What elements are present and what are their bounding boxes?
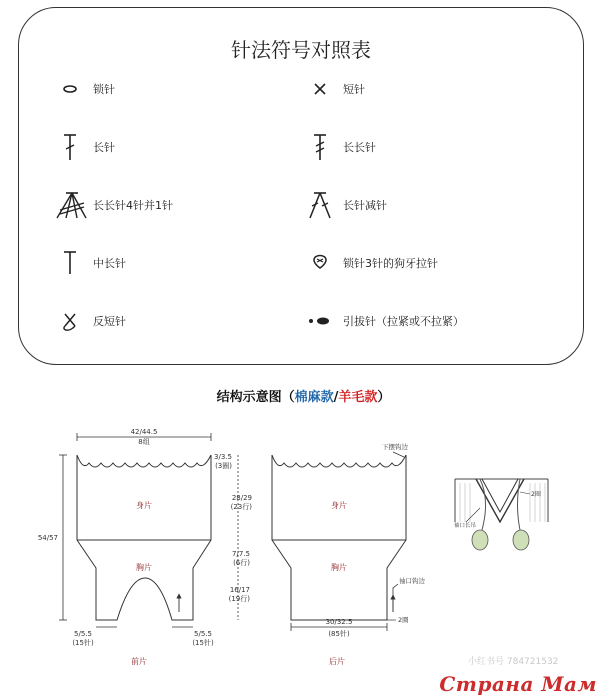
legend-label: 长针 (93, 141, 115, 154)
legend-label: 长长针 (343, 141, 376, 154)
front-top-width: 42/44.5 (130, 428, 158, 436)
legend-label: 长针减针 (343, 199, 387, 212)
back-rounds-label: 2圈 (398, 616, 409, 624)
measure-value: 16/17 (229, 586, 250, 594)
wool-variant: 羊毛款 (338, 390, 378, 405)
legend-label: 锁针 (93, 83, 115, 96)
back-neck-edge-label: 袖口钩边 (399, 577, 425, 585)
front-outline (77, 455, 211, 620)
back-body-label: 身片 (331, 501, 347, 510)
front-bottom-left-stitches: (15针) (72, 639, 94, 647)
front-scallop-edge (77, 455, 211, 467)
back-piece (272, 442, 426, 666)
watermark-small: 小红书号 784721532 (468, 657, 559, 667)
front-height-total: 54/57 (37, 534, 58, 542)
legend-label: 长长针4针并1针 (93, 199, 173, 212)
back-piece-name: 后片 (329, 657, 345, 666)
legend-label: 反短针 (93, 315, 126, 328)
front-chest-label: 胸片 (136, 563, 152, 572)
back-bottom-measure: 30/32.5 (325, 618, 353, 626)
detail-cuff-label: 袖口长吊 (454, 523, 477, 529)
back-hem-edge-label: 下摆钩边 (382, 443, 408, 451)
back-chest-label: 胸片 (331, 563, 347, 572)
front-top-groups: 8组 (138, 438, 150, 446)
back-scallop-edge (272, 455, 406, 467)
legend-label: 锁针3针的狗牙拉针 (343, 257, 438, 270)
measure-rows: (6行) (233, 559, 250, 567)
front-bottom-right-measure: 5/5.5 (194, 630, 212, 638)
front-bottom-left-measure: 5/5.5 (74, 630, 92, 638)
legend-label: 引拔针（拉紧或不拉紧） (343, 315, 464, 328)
front-bottom-right-stitches: (15针) (192, 639, 214, 647)
front-piece-name: 前片 (131, 657, 147, 666)
tassel-right (513, 530, 529, 550)
front-piece (38, 428, 214, 666)
measure-rows: (23行) (230, 503, 252, 511)
cotton-variant: 棉麻款 (294, 390, 334, 405)
legend-label: 中长针 (93, 257, 126, 270)
structure-title: 结构示意图（棉麻款/羊毛款） (216, 390, 391, 405)
back-bottom-stitches: (85针) (328, 630, 350, 638)
measure-value: 28/29 (231, 494, 252, 502)
strap-detail (454, 479, 548, 550)
front-body-label: 身片 (136, 501, 152, 510)
middle-measures (214, 453, 252, 620)
measure-rows: (19行) (228, 595, 250, 603)
measure-rows: (3圈) (215, 462, 232, 470)
measure-value: 3/3.5 (214, 453, 232, 461)
detail-rounds-label: 2圈 (531, 491, 541, 498)
legend-title: 针法符号对照表 (231, 38, 371, 62)
watermark: Страна Мам (439, 672, 597, 696)
back-outline (272, 455, 406, 620)
measure-value: 7/7.5 (232, 550, 250, 558)
legend-label: 短针 (343, 83, 365, 96)
tassel-left (472, 530, 488, 550)
